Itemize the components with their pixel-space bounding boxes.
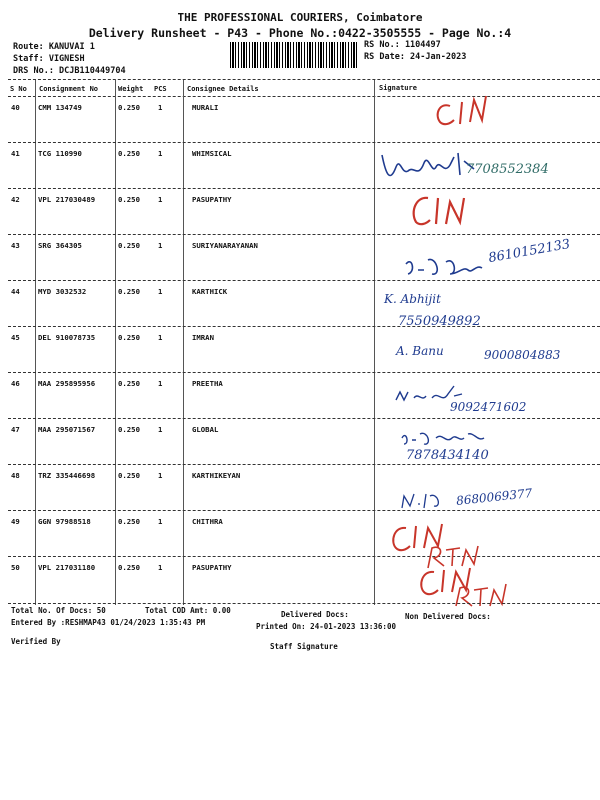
row-divider [8, 280, 600, 281]
signature-43 [402, 252, 492, 280]
row-weight: 0.250 [118, 563, 140, 572]
row-consignee: PASUPATHY [192, 195, 232, 204]
row-consignee: PREETHA [192, 379, 223, 388]
row-consignee: GLOBAL [192, 425, 219, 434]
row-consignment-no: MYD 3032532 [38, 287, 87, 296]
phone-44: 7550949892 [398, 314, 481, 329]
phone-48: 8680069377 [455, 486, 533, 508]
row-pcs: 1 [158, 241, 163, 250]
row-weight: 0.250 [118, 425, 140, 434]
staff-label: Staff: VIGNESH [13, 54, 85, 64]
row-sno: 46 [11, 379, 20, 388]
handwritten-cln-mark [408, 192, 488, 232]
phone-45: 9000804883 [484, 348, 561, 362]
column-divider [115, 80, 116, 605]
row-pcs: 1 [158, 287, 163, 296]
barcode [230, 42, 358, 68]
signature-44: K. Abhijit [384, 292, 441, 306]
signature-47 [398, 428, 498, 448]
phone-43: 8610152133 [487, 236, 572, 267]
row-consignment-no: SRG 364305 [38, 241, 82, 250]
total-cod: Total COD Amt: 0.00 [145, 606, 231, 615]
row-sno: 45 [11, 333, 20, 342]
row-consignee: KARTHIKEYAN [192, 471, 241, 480]
non-delivered-docs: Non Delivered Docs: [405, 612, 491, 621]
row-consignment-no: TRZ 335446698 [38, 471, 96, 480]
footer-rule [8, 603, 600, 604]
rtn-text [440, 548, 442, 549]
row-consignment-no: CMM 134749 [38, 103, 82, 112]
col-header-pcs: PCS [154, 85, 167, 93]
row-consignment-no: MAA 295895956 [38, 379, 96, 388]
column-divider [183, 80, 184, 605]
route-label: Route: KANUVAI 1 [13, 42, 95, 52]
row-weight: 0.250 [118, 195, 140, 204]
row-weight: 0.250 [118, 333, 140, 342]
header-top-rule [8, 79, 600, 80]
col-header-signature: Signature [379, 84, 417, 92]
rs-number: RS No.: 1104497 [364, 40, 441, 50]
col-header-sno: S No [10, 85, 27, 93]
row-sno: 43 [11, 241, 20, 250]
row-consignee: WHIMSICAL [192, 149, 232, 158]
row-weight: 0.250 [118, 471, 140, 480]
signature-48 [398, 488, 458, 512]
row-divider [8, 556, 600, 557]
row-divider [8, 372, 600, 373]
col-header-consignment: Consignment No [39, 85, 99, 93]
row-pcs: 1 [158, 563, 163, 572]
row-weight: 0.250 [118, 103, 140, 112]
entered-by: Entered By :RESHMAP43 01/24/2023 1:35:43 PM [11, 618, 206, 627]
row-consignment-no: MAA 295071567 [38, 425, 96, 434]
row-divider [8, 142, 600, 143]
handwritten-cln-rtn-mark [416, 562, 516, 612]
staff-signature: Staff Signature [270, 642, 338, 651]
row-divider [8, 418, 600, 419]
row-weight: 0.250 [118, 517, 140, 526]
row-consignee: SURIYANARAYANAN [192, 241, 258, 250]
header-bottom-rule [8, 96, 600, 97]
row-consignee: MURALI [192, 103, 219, 112]
phone-41: 7708552384 [466, 162, 549, 177]
row-sno: 49 [11, 517, 20, 526]
rs-date: RS Date: 24-Jan-2023 [364, 52, 467, 62]
column-divider [35, 80, 36, 605]
row-weight: 0.250 [118, 287, 140, 296]
row-weight: 0.250 [118, 149, 140, 158]
row-divider [8, 234, 600, 235]
handwritten-cln-mark [428, 92, 508, 137]
col-header-weight: Weight [118, 85, 144, 93]
row-divider [8, 510, 600, 511]
row-consignment-no: GGN 97988518 [38, 517, 91, 526]
row-consignment-no: VPL 217031180 [38, 563, 96, 572]
row-sno: 48 [11, 471, 20, 480]
row-divider [8, 464, 600, 465]
row-weight: 0.250 [118, 241, 140, 250]
row-sno: 41 [11, 149, 20, 158]
total-docs: Total No. Of Docs: 50 [11, 606, 106, 615]
row-sno: 50 [11, 563, 20, 572]
row-sno: 42 [11, 195, 20, 204]
signature-45: A. Banu [396, 344, 444, 358]
row-divider [8, 188, 600, 189]
row-consignment-no: VPL 217030489 [38, 195, 96, 204]
row-sno: 44 [11, 287, 20, 296]
row-pcs: 1 [158, 471, 163, 480]
cln-text [455, 114, 457, 115]
row-consignee: PASUPATHY [192, 563, 232, 572]
row-consignment-no: TCG 110990 [38, 149, 82, 158]
phone-46: 9092471602 [450, 400, 527, 414]
company-title: THE PROFESSIONAL COURIERS, Coimbatore [177, 11, 423, 24]
row-consignee: CHITHRA [192, 517, 223, 526]
printed-on: Printed On: 24-01-2023 13:36:00 [256, 622, 396, 631]
row-pcs: 1 [158, 149, 163, 158]
row-sno: 40 [11, 103, 20, 112]
row-consignment-no: DEL 910078735 [38, 333, 96, 342]
row-sno: 47 [11, 425, 20, 434]
row-pcs: 1 [158, 333, 163, 342]
drs-number: DRS No.: DCJB110449704 [13, 66, 126, 76]
row-pcs: 1 [158, 425, 163, 434]
row-consignee: KARTHICK [192, 287, 228, 296]
row-pcs: 1 [158, 103, 163, 112]
row-consignee: IMRAN [192, 333, 214, 342]
row-weight: 0.250 [118, 379, 140, 388]
row-divider [8, 326, 600, 327]
runsheet-title: Delivery Runsheet - P43 - Phone No.:0422-3505555 - Page No.:4 [88, 26, 512, 40]
column-divider [374, 80, 375, 605]
delivered-docs: Delivered Docs: [281, 610, 349, 619]
row-pcs: 1 [158, 379, 163, 388]
row-pcs: 1 [158, 517, 163, 526]
row-pcs: 1 [158, 195, 163, 204]
phone-47: 7878434140 [406, 448, 489, 463]
verified-by: Verified By [11, 637, 61, 646]
col-header-consignee: Consignee Details [187, 85, 259, 93]
